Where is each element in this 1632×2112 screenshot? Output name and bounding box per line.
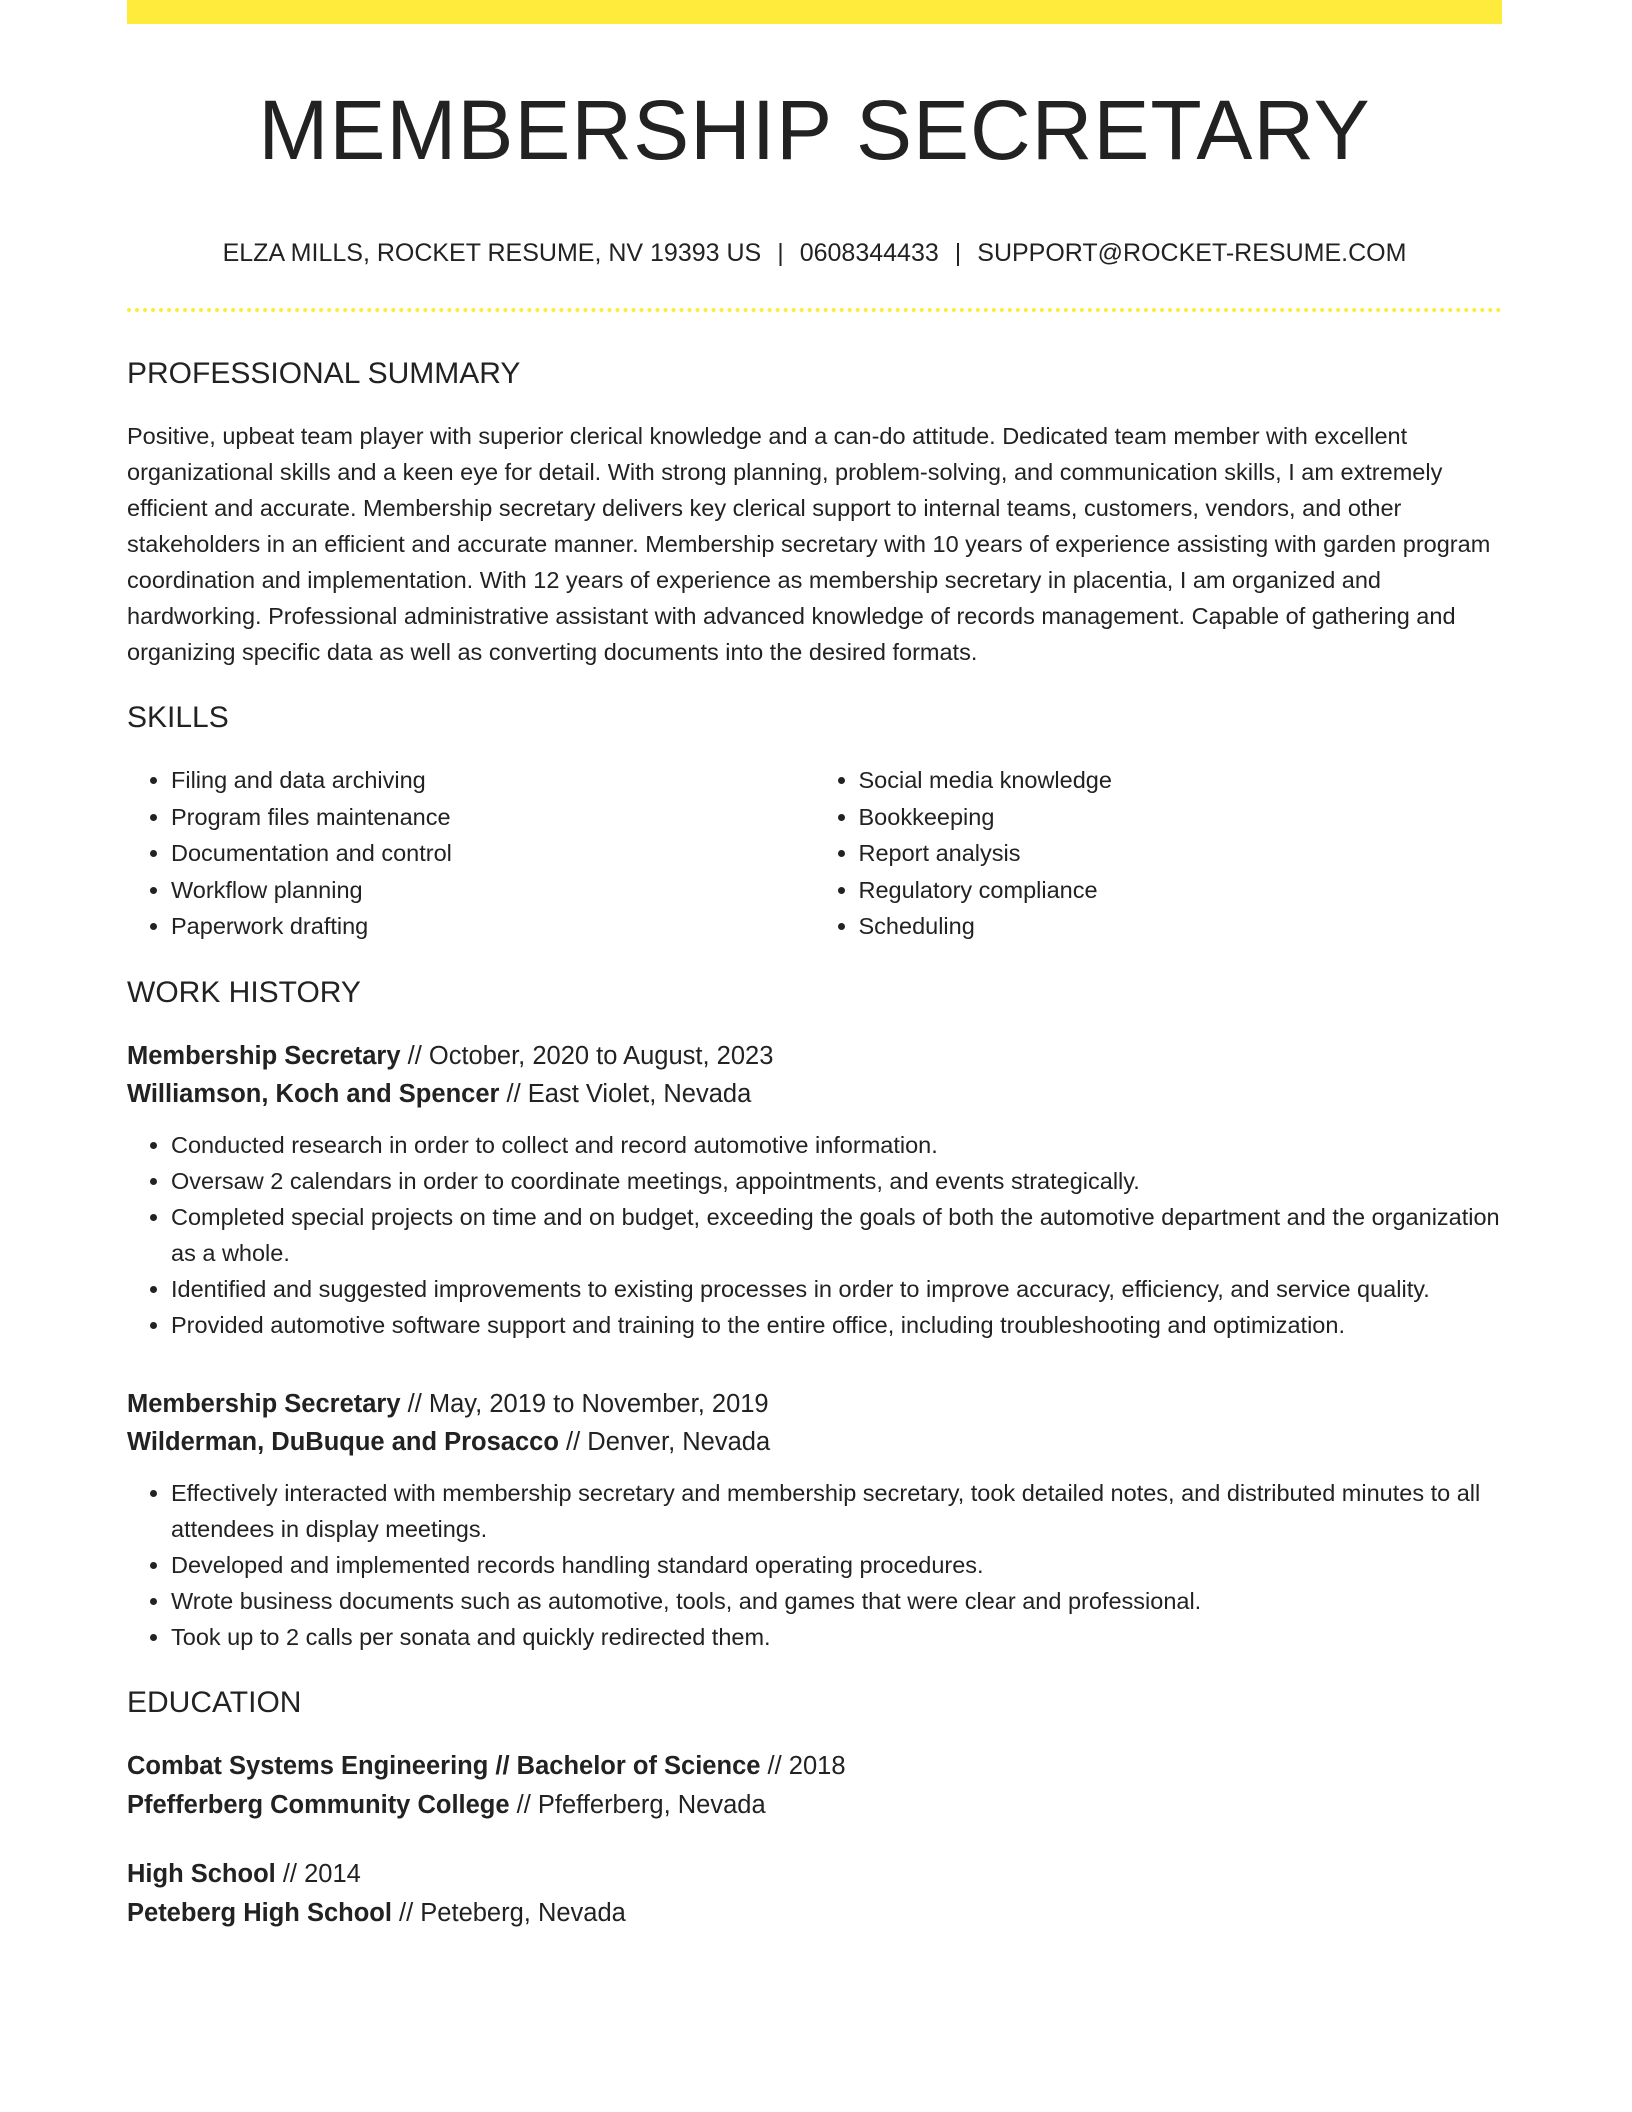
education-heading: EDUCATION [127, 1685, 302, 1719]
education-location: // Peteberg, Nevada [391, 1898, 626, 1927]
education-degree-line [127, 1855, 1502, 1894]
job-company: Williamson, Koch and Spencer [127, 1079, 500, 1108]
job-bullets [127, 1475, 1502, 1655]
skills-heading: SKILLS [127, 701, 229, 735]
education-school-line [127, 1786, 1502, 1825]
skill-item: • Documentation and control [171, 835, 815, 872]
job-entry [127, 1385, 1502, 1655]
top-accent-bar [127, 0, 1502, 24]
job-bullet: • Took up to 2 calls per sonata and quickly redirected them. [171, 1619, 1502, 1655]
job-role: Membership Secretary [127, 1041, 401, 1070]
job-role-line [127, 1037, 1502, 1075]
job-dates: // October, 2020 to August, 2023 [400, 1041, 774, 1070]
job-bullet: • Completed special projects on time and on budget, exceeding the goals of both the automotive department and the organization as a whole. [171, 1199, 1502, 1271]
contact-separator: | [777, 239, 784, 268]
job-bullet: • Conducted research in order to collect and record automotive information. [171, 1127, 1502, 1163]
skill-item: • Filing and data archiving [171, 762, 815, 799]
job-location: // East Violet, Nevada [499, 1079, 752, 1108]
contact-address: ELZA MILLS, ROCKET RESUME, NV 19393 US [222, 239, 762, 268]
contact-line [127, 238, 1502, 268]
job-bullet: • Oversaw 2 calendars in order to coordinate meetings, appointments, and events strategically. [171, 1163, 1502, 1199]
education-location: // Pfefferberg, Nevada [509, 1790, 766, 1819]
job-bullet: • Provided automotive software support and training to the entire office, including troubleshooting and optimization. [171, 1307, 1502, 1343]
skill-item: • Regulatory compliance [859, 872, 1503, 909]
education-school: Pfefferberg Community College [127, 1790, 510, 1819]
job-company: Wilderman, DuBuque and Prosacco [127, 1427, 559, 1456]
education-school: Peteberg High School [127, 1898, 392, 1927]
job-company-line [127, 1075, 1502, 1113]
education-year: // 2014 [275, 1859, 361, 1888]
education-school-line [127, 1894, 1502, 1933]
summary-text: Positive, upbeat team player with superior clerical knowledge and a can-do attitude. Dedicated team member with excellent organizational skills and a keen eye for detail. With strong planning, problem-solving, and communication skills, I am extremely efficient and accurate. Membership secretary delivers key clerical support to internal teams, customers, vendors, and other stakeholders in an efficient and accurate manner. Membership secretary with 10 years of experience assisting with garden program coordination and implementation. With 12 years of experience as membership secretary in placentia, I am organized and hardworking. Professional administrative assistant with advanced knowledge of records management. Capable of gathering and organizing specific data as well as converting documents into the desired formats. [127, 423, 1491, 666]
education-entry [127, 1855, 1502, 1933]
education-entry [127, 1747, 1502, 1825]
education-year: // 2018 [760, 1751, 846, 1780]
skills-column-left [127, 762, 815, 945]
resume-page [127, 0, 1502, 1933]
job-location: // Denver, Nevada [558, 1427, 771, 1456]
education-degree-line [127, 1747, 1502, 1786]
job-bullet: • Identified and suggested improvements to existing processes in order to improve accuracy, efficiency, and service quality. [171, 1271, 1502, 1307]
skills-column-right [815, 762, 1503, 945]
dotted-divider [127, 308, 1502, 312]
skill-item: • Scheduling [859, 908, 1503, 945]
resume-title: MEMBERSHIP SECRETARY [258, 83, 1371, 177]
job-bullet: • Wrote business documents such as automotive, tools, and games that were clear and professional. [171, 1583, 1502, 1619]
contact-email: SUPPORT@ROCKET-RESUME.COM [977, 239, 1407, 268]
skill-item: • Workflow planning [171, 872, 815, 909]
skill-item: • Social media knowledge [859, 762, 1503, 799]
education-degree: Combat Systems Engineering // Bachelor of Science [127, 1751, 761, 1780]
contact-separator: | [954, 239, 962, 268]
job-bullet: • Developed and implemented records handling standard operating procedures. [171, 1547, 1502, 1583]
contact-phone: 0608344433 [799, 239, 939, 268]
skills-list [127, 762, 1502, 945]
job-dates: // May, 2019 to November, 2019 [400, 1389, 769, 1418]
job-entry [127, 1037, 1502, 1343]
skill-item: • Paperwork drafting [171, 908, 815, 945]
job-bullets [127, 1127, 1502, 1343]
work-history-heading: WORK HISTORY [127, 975, 361, 1009]
job-bullet: • Effectively interacted with membership secretary and membership secretary, took detailed notes, and distributed minutes to all attendees in display meetings. [171, 1475, 1502, 1547]
skill-item: • Bookkeeping [859, 799, 1503, 836]
job-company-line [127, 1423, 1502, 1461]
job-role-line [127, 1385, 1502, 1423]
summary-heading: PROFESSIONAL SUMMARY [127, 357, 521, 391]
job-role: Membership Secretary [127, 1389, 401, 1418]
education-degree: High School [127, 1859, 276, 1888]
skill-item: • Program files maintenance [171, 799, 815, 836]
skill-item: • Report analysis [859, 835, 1503, 872]
